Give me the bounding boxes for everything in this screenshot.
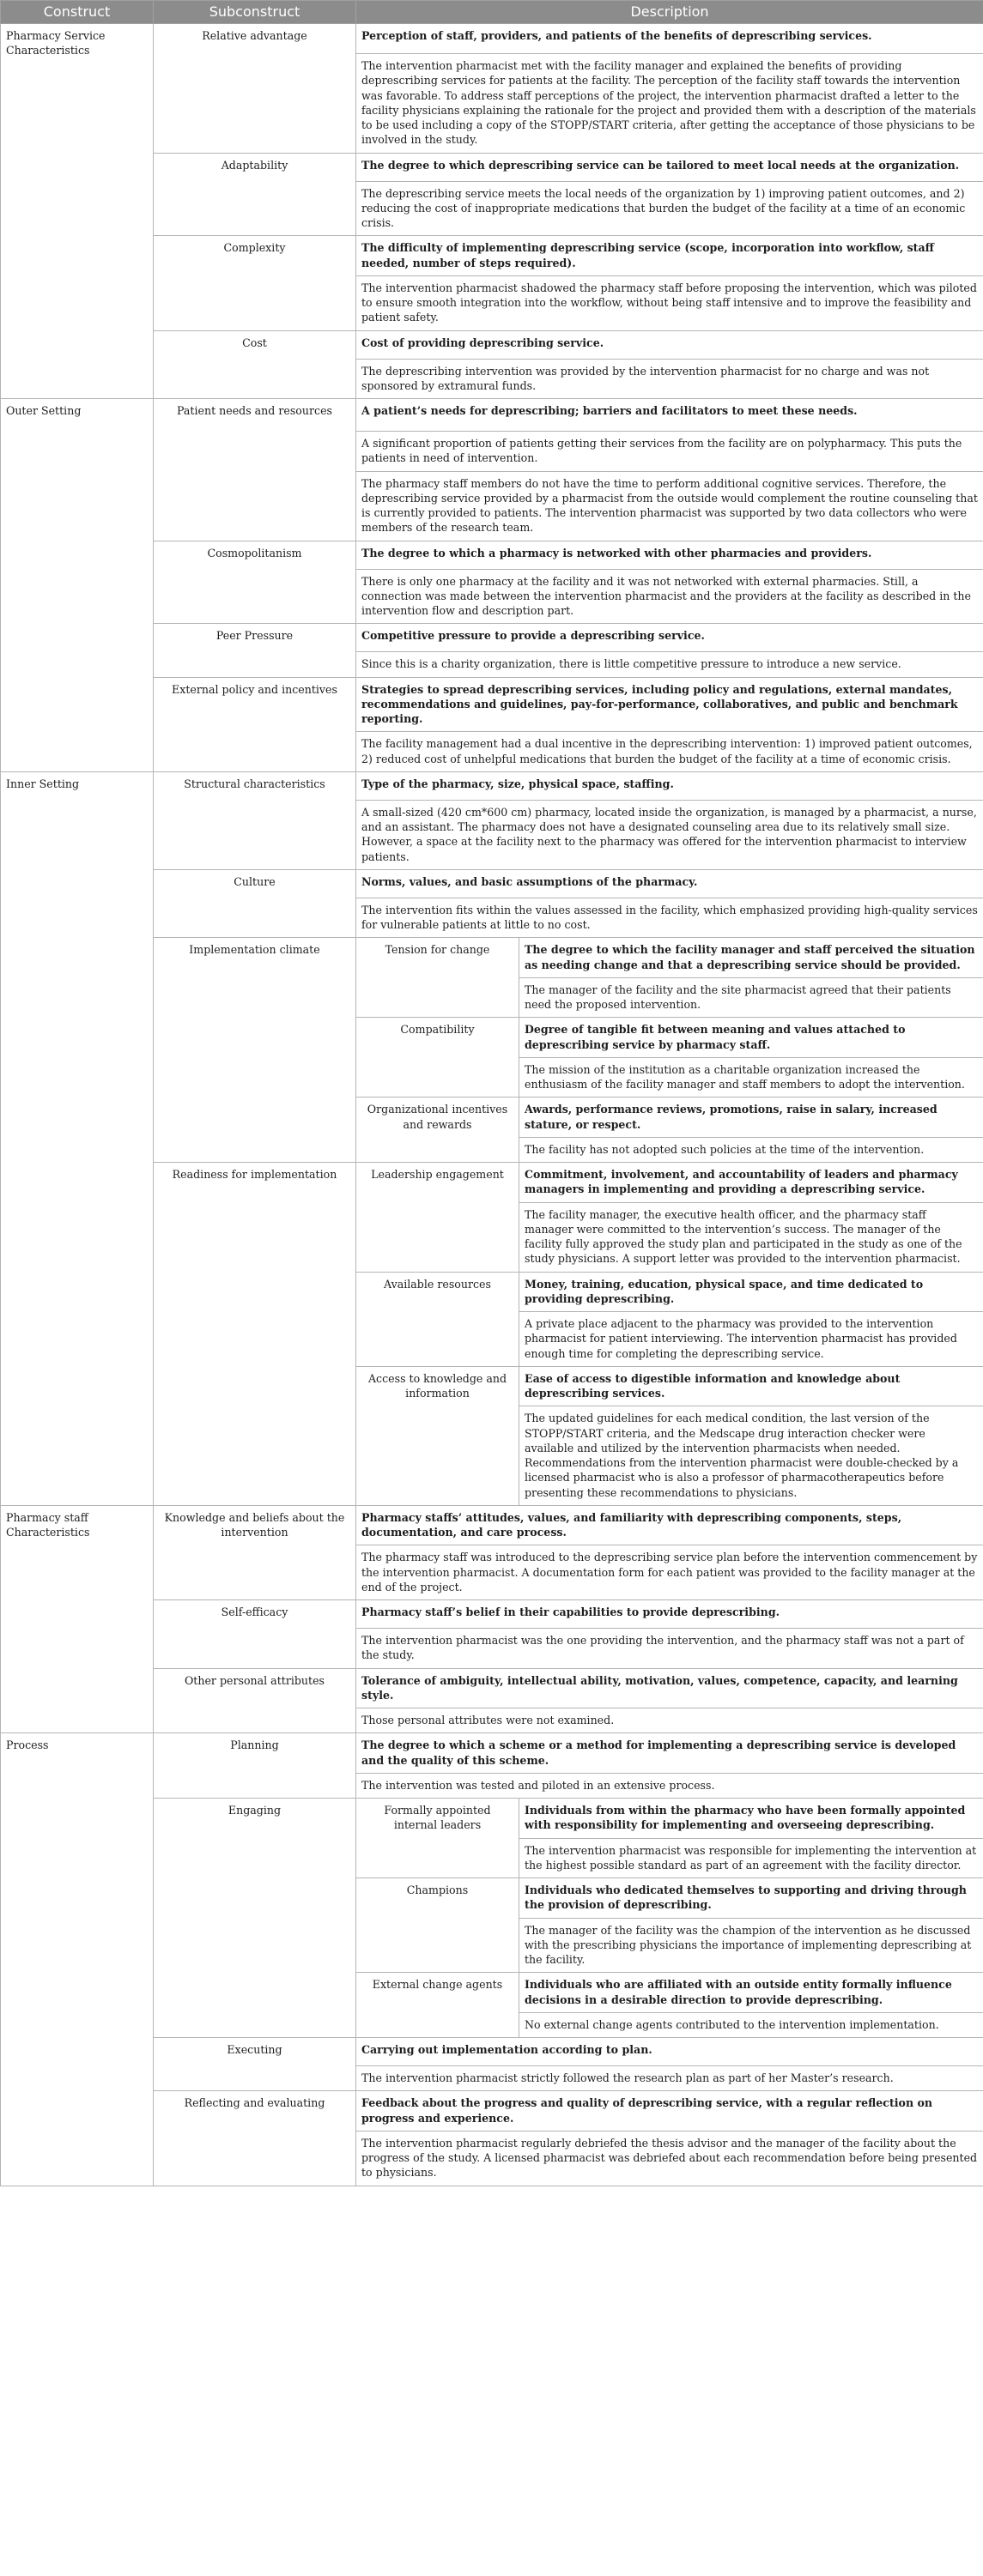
description-cell: There is only one pharmacy at the facility and it was not networked with external pharmacies. Still, a connection was made between the intervention pharmacist and the providers at the facility as described in the intervention flow and description part.	[356, 569, 983, 624]
construct-cell: Pharmacy staff Characteristics	[1, 1505, 154, 1733]
header-subconstruct: Subconstruct	[154, 1, 356, 24]
description-cell: The pharmacy staff was introduced to the deprescribing service plan before the intervention commencement by the intervention pharmacist. A documentation form for each patient was provided to the facility manager at the end of the project.	[356, 1545, 983, 1600]
header-construct: Construct	[1, 1, 154, 24]
definition-cell: The degree to which deprescribing service can be tailored to meet local needs at the organization.	[356, 153, 983, 181]
construct-cell: Process	[1, 1733, 154, 2186]
description-cell: The pharmacy staff members do not have the time to perform additional cognitive services. Therefore, the deprescribing service provided by a pharmacist from the outside would complement the routine counseling that is currently provided to patients. The intervention pharmacist was supported by two data collectors who were members of the research team.	[356, 471, 983, 541]
description-cell: A small-sized (420 cm*600 cm) pharmacy, located inside the organization, is managed by a pharmacist, a nurse, and an assistant. The pharmacy does not have a designated counseling area due to its relatively small size. However, a space at the facility next to the pharmacy was offered for the intervention pharmacist to interview patients.	[356, 800, 983, 869]
subconstruct-cell: Self-efficacy	[154, 1600, 356, 1669]
subconstruct-cell: Peer Pressure	[154, 624, 356, 677]
description-cell: The intervention pharmacist strictly followed the research plan as part of her Master’s research.	[356, 2066, 983, 2091]
definition-cell: The degree to which a pharmacy is networked with other pharmacies and providers.	[356, 541, 983, 569]
definition-cell: Cost of providing deprescribing service.	[356, 330, 983, 359]
sub-subconstruct-cell: Leadership engagement	[356, 1163, 519, 1273]
definition-cell: The difficulty of implementing deprescribing service (scope, incorporation into workflow, staff needed, number of steps required).	[356, 236, 983, 276]
definition-cell: A patient’s needs for deprescribing; barriers and facilitators to meet these needs.	[356, 399, 983, 432]
sub-subconstruct-cell: Available resources	[356, 1272, 519, 1366]
description-cell: The intervention pharmacist shadowed the pharmacy staff before proposing the intervention, which was piloted to ensure smooth integration into the workflow, without being staff intensive and to improve the feasibility and patient safety.	[356, 275, 983, 330]
description-cell: The manager of the facility and the site pharmacist agreed that their patients need the proposed intervention.	[519, 977, 983, 1018]
header-description: Description	[356, 1, 983, 24]
subconstruct-cell: Cost	[154, 330, 356, 399]
sub-subconstruct-cell: Access to knowledge and information	[356, 1366, 519, 1505]
subconstruct-cell: Knowledge and beliefs about the intervention	[154, 1505, 356, 1599]
header-row	[1, 1, 983, 24]
subconstruct-cell: Other personal attributes	[154, 1668, 356, 1733]
sub-subconstruct-cell: Formally appointed internal leaders	[356, 1799, 519, 1878]
construct-cell: Pharmacy Service Characteristics	[1, 24, 154, 399]
definition-cell: Individuals from within the pharmacy who have been formally appointed with responsibility for implementing and overseeing deprescribing.	[519, 1799, 983, 1839]
description-cell: The intervention pharmacist was the one providing the intervention, and the pharmacy staff was not a part of the study.	[356, 1629, 983, 1669]
definition-cell: The degree to which a scheme or a method for implementing a deprescribing service is developed and the quality of this scheme.	[356, 1733, 983, 1774]
description-cell: The manager of the facility was the champion of the intervention as he discussed with the prescribing physicians the importance of implementing deprescribing at the facility.	[519, 1918, 983, 1973]
table-row	[1, 771, 983, 800]
description-cell: The facility manager, the executive health officer, and the pharmacy staff manager were committed to the intervention’s success. The manager of the facility fully approved the study plan and participated in the study as one of the study physicians. A support letter was provided to the intervention pharmacist.	[519, 1202, 983, 1272]
description-cell: The deprescribing intervention was provided by the intervention pharmacist for no charge and was not sponsored by extramural funds.	[356, 359, 983, 399]
definition-cell: Pharmacy staffs’ attitudes, values, and familiarity with deprescribing components, steps, documentation, and care process.	[356, 1505, 983, 1545]
definition-cell: Norms, values, and basic assumptions of the pharmacy.	[356, 869, 983, 898]
definition-cell: Awards, performance reviews, promotions, raise in salary, increased stature, or respect.	[519, 1098, 983, 1138]
subconstruct-cell: Complexity	[154, 236, 356, 330]
description-cell: A significant proportion of patients getting their services from the facility are on polypharmacy. This puts the patients in need of intervention.	[356, 432, 983, 472]
description-cell: No external change agents contributed to the intervention implementation.	[519, 2012, 983, 2037]
description-cell: The deprescribing service meets the local needs of the organization by 1) improving patient outcomes, and 2) reducing the cost of inappropriate medications that burden the budget of the facility at a time of an economic crisis.	[356, 181, 983, 236]
subconstruct-cell: Relative advantage	[154, 24, 356, 154]
table-row	[1, 1505, 983, 1545]
definition-cell: Tolerance of ambiguity, intellectual ability, motivation, values, competence, capacity, and learning style.	[356, 1668, 983, 1708]
description-cell: The intervention fits within the values assessed in the facility, which emphasized providing high-quality services for vulnerable patients at little to no cost.	[356, 898, 983, 938]
description-cell: The intervention pharmacist was responsible for implementing the intervention at the highest possible standard as part of an agreement with the facility director.	[519, 1838, 983, 1878]
sub-subconstruct-cell: Compatibility	[356, 1018, 519, 1098]
description-cell: The updated guidelines for each medical condition, the last version of the STOPP/START criteria, and the Medscape drug interaction checker were available and utilized by the intervention pharmacists when needed. Recommendations from the intervention pharmacist were double-checked by a licensed pharmacist who is also a professor of pharmacotherapeutics before presenting these recommendations to physicians.	[519, 1406, 983, 1506]
subconstruct-cell: Reflecting and evaluating	[154, 2091, 356, 2186]
subconstruct-cell: Readiness for implementation	[154, 1163, 356, 1506]
definition-cell: Type of the pharmacy, size, physical space, staffing.	[356, 771, 983, 800]
description-cell: The intervention pharmacist met with the facility manager and explained the benefits of providing deprescribing services for patients at the facility. The perception of the facility staff towards the intervention was favorable. To address staff perceptions of the project, the intervention pharmacist drafted a letter to the facility physicians explaining the rationale for the project and provided them with a description of the materials to be used including a copy of the STOPP/START criteria, after getting the acceptance of those physicians to be involved in the study.	[356, 54, 983, 154]
subconstruct-cell: Culture	[154, 869, 356, 938]
definition-cell: Feedback about the progress and quality of deprescribing service, with a regular reflection on progress and experience.	[356, 2091, 983, 2132]
subconstruct-cell: Structural characteristics	[154, 771, 356, 869]
subconstruct-cell: External policy and incentives	[154, 677, 356, 771]
definition-cell: Individuals who are affiliated with an outside entity formally influence decisions in a desirable direction to provide deprescribing.	[519, 1973, 983, 2013]
construct-cell: Inner Setting	[1, 771, 154, 1505]
subconstruct-cell: Implementation climate	[154, 938, 356, 1163]
description-cell: The intervention pharmacist regularly debriefed the thesis advisor and the manager of the facility about the progress of the study. A licensed pharmacist was debriefed about each recommendation before being presented to physicians.	[356, 2131, 983, 2186]
sub-subconstruct-cell: Tension for change	[356, 938, 519, 1018]
subconstruct-cell: Patient needs and resources	[154, 399, 356, 541]
definition-cell: Perception of staff, providers, and patients of the benefits of deprescribing services.	[356, 24, 983, 54]
table-row	[1, 24, 983, 54]
construct-cell: Outer Setting	[1, 399, 154, 772]
definition-cell: Money, training, education, physical space, and time dedicated to providing deprescribing.	[519, 1272, 983, 1312]
definition-cell: The degree to which the facility manager and staff perceived the situation as needing change and that a deprescribing service should be provided.	[519, 938, 983, 978]
description-cell: The facility has not adopted such policies at the time of the intervention.	[519, 1137, 983, 1162]
table-row	[1, 399, 983, 432]
definition-cell: Commitment, involvement, and accountability of leaders and pharmacy managers in implementing and providing a deprescribing service.	[519, 1163, 983, 1203]
description-cell: The intervention was tested and piloted in an extensive process.	[356, 1773, 983, 1798]
definition-cell: Strategies to spread deprescribing services, including policy and regulations, external mandates, recommendations and guidelines, pay-for-performance, collaboratives, and public and benchmark reporting.	[356, 677, 983, 732]
sub-subconstruct-cell: Organizational incentives and rewards	[356, 1098, 519, 1163]
subconstruct-cell: Planning	[154, 1733, 356, 1799]
subconstruct-cell: Adaptability	[154, 153, 356, 236]
table-row	[1, 1733, 983, 1774]
sub-subconstruct-cell: External change agents	[356, 1973, 519, 2038]
subconstruct-cell: Cosmopolitanism	[154, 541, 356, 624]
description-cell: Since this is a charity organization, there is little competitive pressure to introduce a new service.	[356, 652, 983, 677]
definition-cell: Carrying out implementation according to plan.	[356, 2038, 983, 2066]
definition-cell: Individuals who dedicated themselves to supporting and driving through the provision of deprescribing.	[519, 1878, 983, 1919]
sub-subconstruct-cell: Champions	[356, 1878, 519, 1973]
description-cell: The facility management had a dual incentive in the deprescribing intervention: 1) improved patient outcomes, 2) reduced cost of unhelpful medications that burden the budget of the facility at a time of economic crisis.	[356, 732, 983, 772]
subconstruct-cell: Engaging	[154, 1799, 356, 2038]
description-cell: A private place adjacent to the pharmacy was provided to the intervention pharmacist for patient interviewing. The intervention pharmacist has provided enough time for completing the deprescribing service.	[519, 1312, 983, 1367]
subconstruct-cell: Executing	[154, 2038, 356, 2091]
definition-cell: Degree of tangible fit between meaning and values attached to deprescribing service by pharmacy staff.	[519, 1018, 983, 1058]
definition-cell: Ease of access to digestible information and knowledge about deprescribing services.	[519, 1366, 983, 1406]
description-cell: The mission of the institution as a charitable organization increased the enthusiasm of the facility manager and staff members to adopt the intervention.	[519, 1057, 983, 1098]
description-cell: Those personal attributes were not examined.	[356, 1708, 983, 1733]
definition-cell: Competitive pressure to provide a deprescribing service.	[356, 624, 983, 652]
definition-cell: Pharmacy staff’s belief in their capabilities to provide deprescribing.	[356, 1600, 983, 1629]
